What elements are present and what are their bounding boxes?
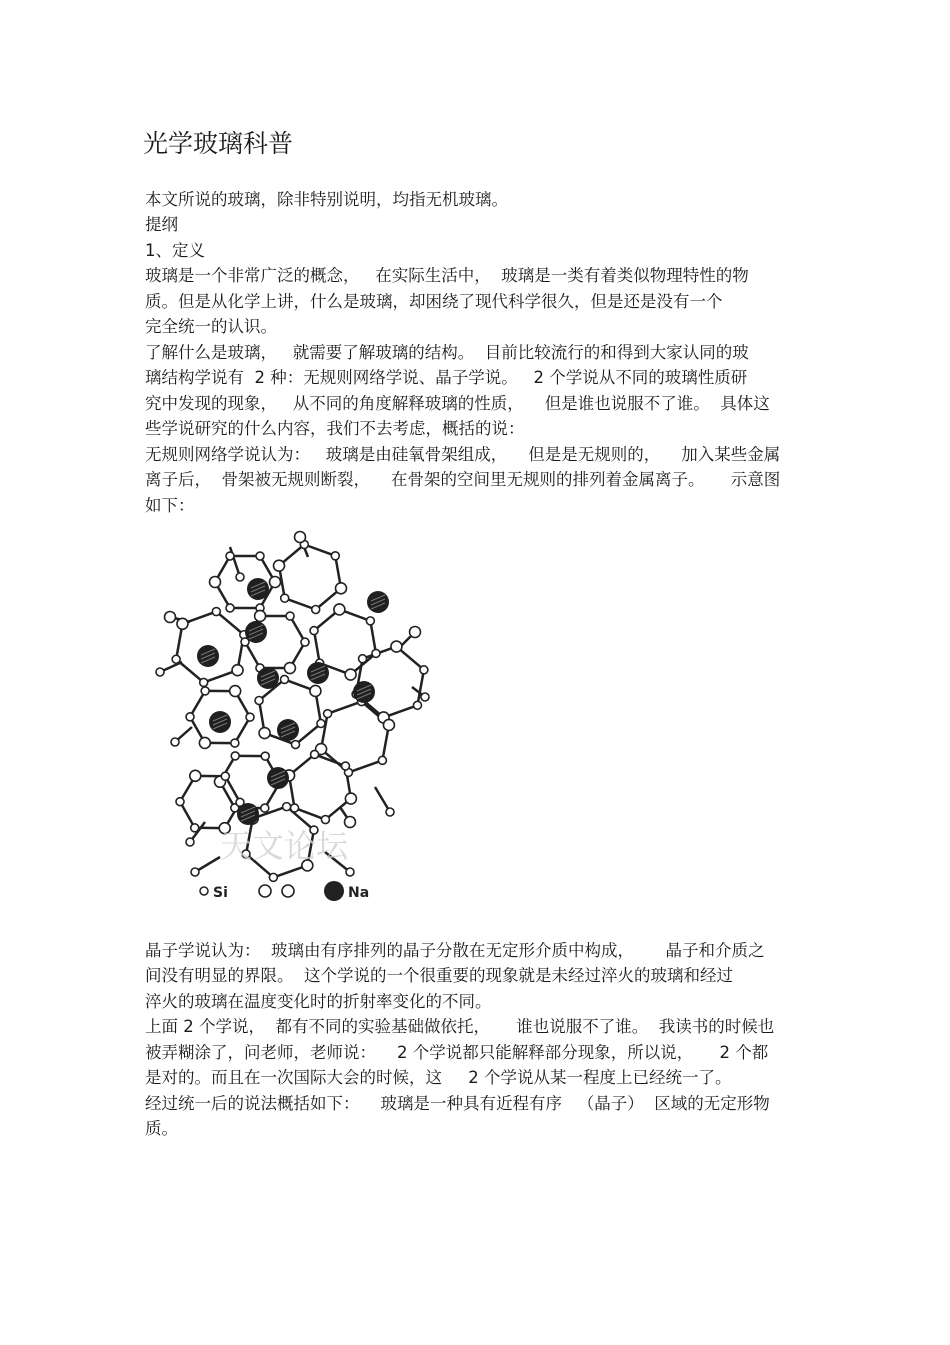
si-legend-label: Si <box>213 885 228 901</box>
paragraph-line: 上面 2 个学说， 都有不同的实验基础做依托， 谁也说服不了谁。 我读书的时候也 <box>145 1017 775 1036</box>
oxygen-atom <box>200 678 208 686</box>
paragraph-line: 离子后， 骨架被无规则断裂， 在骨架的空间里无规则的排列着金属离子。 示意图 <box>145 470 781 489</box>
paragraph-line: 完全统一的认识。 <box>145 317 277 336</box>
na-legend-marker <box>324 881 344 901</box>
oxygen-atom <box>283 803 291 811</box>
oxygen-atom <box>345 793 356 804</box>
si-o-bond <box>314 631 320 664</box>
oxygen-atom <box>345 669 356 680</box>
si-o-bond <box>285 598 316 609</box>
oxygen-atom <box>226 604 234 612</box>
si-legend-marker <box>200 887 208 895</box>
oxygen-atom <box>335 583 346 594</box>
oxygen-atom <box>199 737 210 748</box>
paragraph-line: 了解什么是玻璃， 就需要了解玻璃的结构。 目前比较流行的和得到大家认同的玻 <box>145 343 749 362</box>
oxygen-atom <box>177 618 188 629</box>
oxygen-atom <box>324 710 332 718</box>
oxygen-atom <box>201 687 209 695</box>
oxygen-atom <box>186 838 194 846</box>
glass-network-diagram <box>150 522 440 912</box>
paragraph-line: 质。 <box>145 1119 178 1138</box>
oxygen-atom <box>383 719 394 730</box>
oxygen-atom <box>176 798 184 806</box>
oxygen-atom <box>261 804 269 812</box>
oxygen-atom <box>286 612 294 620</box>
oxygen-atom <box>321 816 329 824</box>
oxygen-atom <box>310 685 321 696</box>
oxygen-atom <box>366 617 374 625</box>
oxygen-atom <box>255 610 266 621</box>
oxygen-atom <box>236 573 244 581</box>
si-o-bond <box>216 612 244 635</box>
oxygen-atom <box>421 693 429 701</box>
paragraph-line: 玻璃是一个非常广泛的概念， 在实际生活中， 玻璃是一类有着类似物理特性的物 <box>145 266 749 285</box>
paragraph-line: 淬火的玻璃在温度变化时的折射率变化的不同。 <box>145 992 492 1011</box>
document-title: 光学玻璃科普 <box>143 129 294 158</box>
si-o-bond <box>328 702 362 714</box>
oxygen-atom <box>256 552 264 560</box>
oxygen-atom <box>346 868 354 876</box>
oxygen-atom <box>274 560 285 571</box>
oxygen-atom <box>378 756 386 764</box>
paragraph-line: 本文所说的玻璃，除非特别说明，均指无机玻璃。 <box>145 190 508 209</box>
oxygen-atom <box>186 713 194 721</box>
oxygen-atom <box>191 824 199 832</box>
oxygen-atom <box>284 663 295 674</box>
oxygen-atom <box>246 713 254 721</box>
oxygen-atom <box>301 638 309 646</box>
paragraph-line: 提纲 <box>145 215 178 234</box>
oxygen-atom <box>212 608 220 616</box>
oxygen-atom <box>413 701 421 709</box>
oxygen-atom <box>334 604 345 615</box>
paragraph-line: 究中发现的现象， 从不同的角度解释玻璃的性质， 但是谁也说服不了谁。 具体这 <box>145 394 770 413</box>
oxygen-atom <box>231 752 239 760</box>
paragraph-line: 被弄糊涂了，问老师，老师说： 2 个学说都只能解释部分现象，所以说， 2 个都 <box>145 1043 769 1062</box>
oxygen-atom <box>295 532 306 543</box>
oxygen-atom <box>280 675 288 683</box>
oxygen-atom <box>420 666 428 674</box>
oxygen-atom <box>190 770 201 781</box>
oxygen-atom <box>331 552 339 560</box>
oxygen-atom <box>281 594 289 602</box>
oxygen-atom <box>210 577 221 588</box>
oxygen-atom <box>230 686 241 697</box>
oxygen-atom <box>231 739 239 747</box>
oxygen-atom <box>221 772 229 780</box>
oxygen-atom <box>191 868 199 876</box>
oxygen-legend-marker <box>282 885 294 897</box>
paragraph-line: 1、定义 <box>145 241 205 260</box>
si-o-bond <box>296 723 321 744</box>
paragraph-line: 是对的。而且在一次国际大会的时候，这 2 个学说从某一程度上已经统一了。 <box>145 1068 732 1087</box>
si-o-bond <box>348 760 382 772</box>
oxygen-atom <box>259 728 270 739</box>
oxygen-atom <box>292 741 300 749</box>
oxygen-legend-marker <box>259 885 271 897</box>
oxygen-atom <box>317 719 325 727</box>
oxygen-atom <box>410 627 421 638</box>
paragraph-line: 璃结构学说有 2 种：无规则网络学说、晶子学说。 2 个学说从不同的玻璃性质研 <box>145 368 748 387</box>
paragraph-line: 如下： <box>145 496 195 515</box>
paragraph-line: 质。但是从化学上讲，什么是玻璃，却困绕了现代科学很久，但是还是没有一个 <box>145 292 723 311</box>
oxygen-atom <box>270 577 281 588</box>
oxygen-atom <box>311 750 319 758</box>
paragraph-line: 晶子学说认为： 玻璃由有序排列的晶子分散在无定形介质中构成， 晶子和介质之 <box>145 941 765 960</box>
oxygen-atom <box>269 873 277 881</box>
paragraph-line: 经过统一后的说法概括如下： 玻璃是一种具有近程有序 （晶子） 区域的无定形物 <box>145 1094 770 1113</box>
paragraph-line: 间没有明显的界限。 这个学说的一个很重要的现象就是未经过淬火的玻璃和经过 <box>145 966 733 985</box>
watermark: 天文论坛 <box>220 827 349 865</box>
oxygen-atom <box>310 627 318 635</box>
oxygen-atom <box>359 655 367 663</box>
si-o-bond <box>370 621 376 654</box>
oxygen-atom <box>156 668 164 676</box>
paragraph-line: 无规则网络学说认为： 玻璃是由硅氧骨架组成， 但是是无规则的， 加入某些金属 <box>145 445 781 464</box>
oxygen-atom <box>226 552 234 560</box>
oxygen-atom <box>372 649 380 657</box>
oxygen-atom <box>255 697 263 705</box>
oxygen-atom <box>171 738 179 746</box>
na-legend-label: Na <box>348 885 370 901</box>
oxygen-atom <box>345 817 356 828</box>
oxygen-atom <box>341 762 349 770</box>
oxygen-atom <box>312 606 320 614</box>
oxygen-atom <box>172 655 180 663</box>
oxygen-atom <box>232 665 243 676</box>
oxygen-atom <box>291 804 299 812</box>
oxygen-atom <box>261 752 269 760</box>
si-o-bond <box>304 544 335 555</box>
oxygen-atom <box>165 612 176 623</box>
oxygen-atom <box>391 641 402 652</box>
paragraph-line: 些学说研究的什么内容，我们不去考虑，概括的说： <box>145 419 525 438</box>
oxygen-atom <box>386 808 394 816</box>
